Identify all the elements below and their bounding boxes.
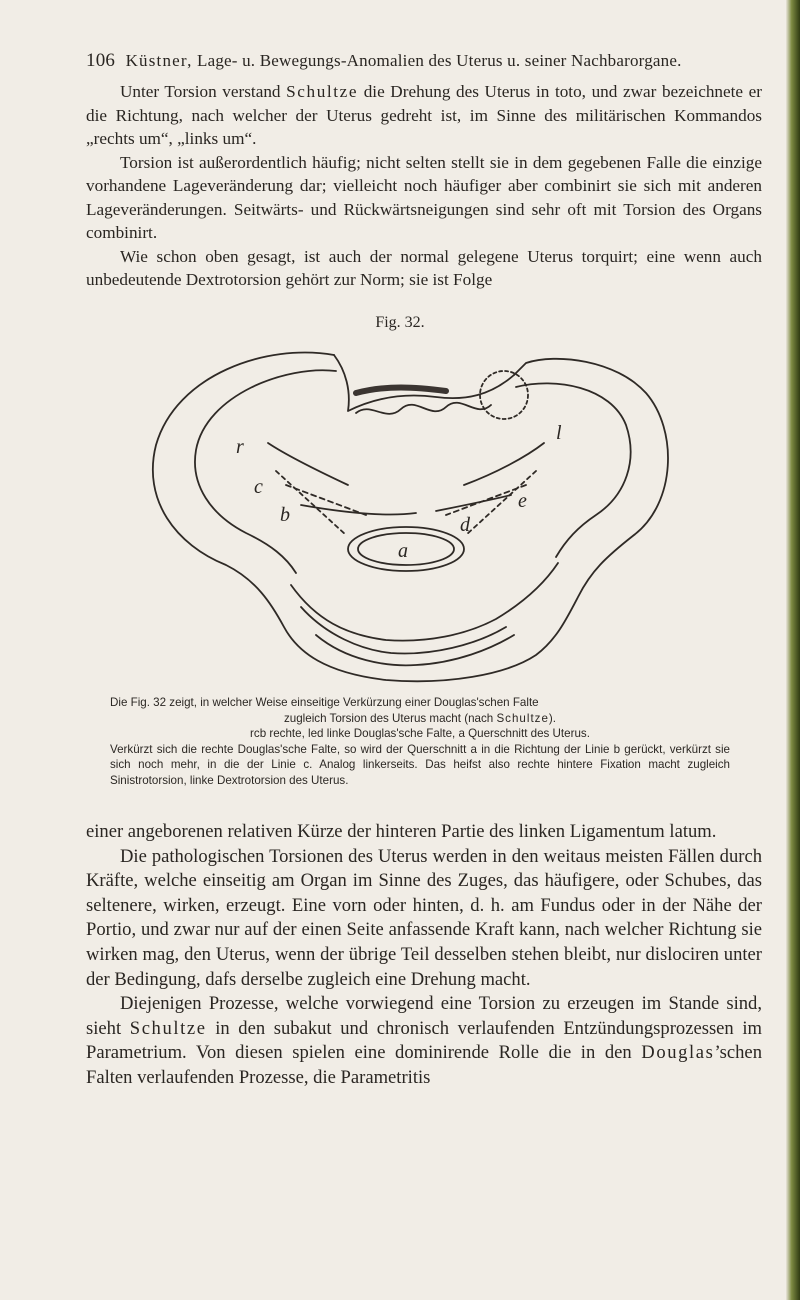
text-block-top	[86, 80, 762, 292]
paragraph: Torsion ist außerordentlich häufig; nicht selten stellt sie in dem gegebenen Falle die einzige vorhandene Lageveränderung dar; vielleicht noch häufiger aber combinirt sie sich mit anderen Lageveränderungen. Seitwärts- und Rückwärtsneigungen sind sehr oft mit Torsion des Organs combinirt.	[86, 152, 762, 242]
dashed-circle	[480, 371, 528, 419]
caption-line: Verkürzt sich die rechte Douglas'sche Falte, so wird der Querschnitt a in die Richtung der Linie b gerückt, verkürzt sie sich noch mehr, in die der Linie c. Analog linkerseits. Das heifst also rechte hintere Fixation macht zugleich Sinistrotorsion, linke Dextrotorsion des Uterus.	[110, 742, 730, 787]
left-fold	[464, 443, 544, 485]
author-name: Douglas	[641, 1042, 715, 1064]
text-run: in den subakut und chronisch verlaufenden Entzündungsprozessen im Parametrium. Von diesen spielen eine dominirende Rolle die in den	[86, 1017, 762, 1064]
page-edge	[786, 0, 800, 1300]
header-title: Lage- u. Bewegungs-Anomalien des Uterus u. seiner Nachbarorgane.	[197, 51, 682, 70]
label-a: a	[398, 540, 408, 562]
floor-line	[291, 563, 558, 641]
author-name: Schultze	[496, 711, 549, 725]
caption-line: Die Fig. 32 zeigt, in welcher Weise einseitige Verkürzung einer Douglas'schen Falte	[110, 696, 539, 709]
text-run: Unter Torsion verstand	[120, 82, 287, 101]
text-run: ’schen Falten verlaufenden Prozesse, die Parametritis	[86, 1042, 762, 1088]
paragraph: Wie schon oben gesagt, ist auch der normal gelegene Uterus torquirt; eine wenn auch unbedeutende Dextrotorsion gehört zur Norm; sie ist Folge	[86, 246, 762, 289]
vertebra-band	[356, 388, 446, 394]
wave-line	[356, 403, 491, 414]
pelvis-outline	[153, 353, 668, 682]
figure-label: Fig. 32.	[375, 314, 425, 331]
right-fold	[268, 443, 348, 485]
running-header	[86, 50, 746, 72]
right-fold-dashed	[286, 485, 366, 515]
page-number: 106	[86, 50, 116, 71]
label-l: l	[556, 422, 562, 444]
paragraph: einer angeborenen relativen Kürze der hinteren Partie des linken Ligamentum latum.	[86, 821, 717, 842]
paragraph	[86, 992, 762, 1090]
label-c: c	[254, 476, 263, 498]
label-r: r	[236, 436, 244, 458]
inner-outline-right	[516, 383, 631, 557]
uterus-torsion-figure	[86, 335, 726, 695]
text-run: ).	[548, 711, 556, 725]
spine	[334, 355, 514, 411]
author-name: Schultze	[129, 1017, 207, 1039]
label-e: e	[518, 490, 527, 512]
paragraph: Die pathologischen Torsionen des Uterus werden in den weitaus meisten Fällen durch Kräfte, welche einseitig am Organ im Sinne des Zuges, das häufigere, oder Schubes, das seltenere, wirken, erzeugt. Eine vorn oder hinten, d. h. am Fundus oder in der Nähe der Portio, und zwar nur auf der einen Seite anfassende Kraft kann, nach welcher Richtung sie wirken mag, den Uterus, wenn der übrige Teil desselben stehen bleibt, nur dislociren unter der Bedingung, dafs derselbe zugleich eine Drehung macht.	[86, 845, 762, 990]
caption-line	[110, 711, 730, 727]
text-block-bottom	[86, 820, 762, 1091]
figure-caption	[110, 695, 730, 789]
label-b: b	[280, 504, 290, 526]
header-author: Küstner,	[125, 51, 193, 70]
inner-outline	[195, 370, 336, 573]
text-run: zugleich Torsion des Uterus macht (nach	[283, 711, 497, 725]
text-run: Diejenigen Prozesse, welche vorwiegend eine Torsion zu erzeugen im Stande sind, sieht	[86, 993, 762, 1039]
label-d: d	[460, 514, 470, 536]
text-run: die Drehung des Uterus in toto, und zwar bezeichnete er die Richtung, nach welcher der Uterus gedreht ist, im Sinne des militärischen Kommandos „rechts um“, „links um“.	[86, 82, 762, 148]
caption-line: rcb rechte, led linke Douglas'sche Falte, a Querschnitt des Uterus.	[250, 727, 590, 741]
author-name: Schultze	[286, 82, 359, 101]
paragraph	[86, 80, 762, 151]
